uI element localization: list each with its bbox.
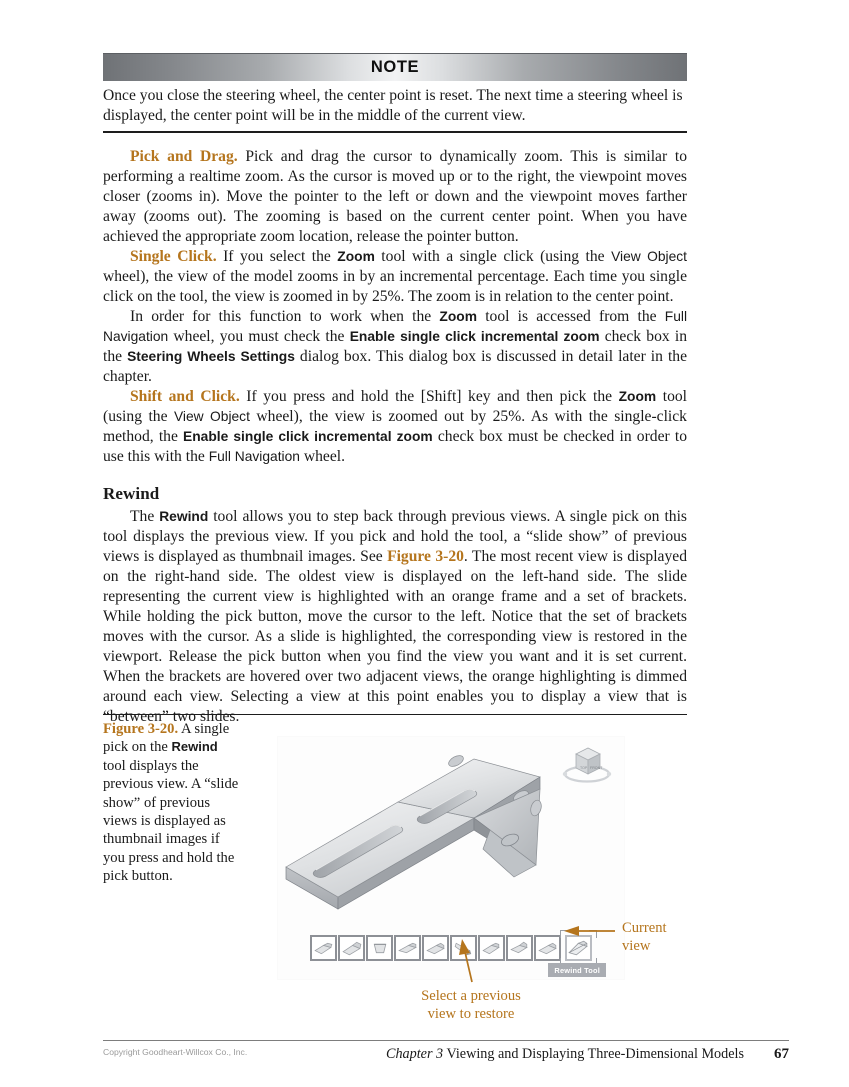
p3-ui-full-navigation: Full Navigation — [103, 308, 688, 344]
svg-text:TOP: TOP — [580, 766, 588, 770]
footer-chapter-label: Chapter 3 — [386, 1046, 444, 1062]
svg-text:FRONT: FRONT — [590, 766, 603, 770]
note-bottom-rule — [103, 131, 687, 133]
p4-ui-full-navigation: Full Navigation — [208, 449, 300, 464]
figure-top-rule — [103, 714, 687, 715]
note-title: NOTE — [370, 58, 420, 76]
figure-reference-3-20: Figure 3-20 — [387, 547, 464, 565]
paragraph-shift-and-click — [103, 387, 687, 467]
figure-number: Figure 3-20. — [103, 721, 179, 737]
thumbnail-slide-3[interactable] — [366, 935, 393, 961]
thumbnail-slide-2[interactable] — [338, 935, 365, 961]
footer-rule — [103, 1040, 789, 1041]
paragraph-incremental-zoom — [103, 307, 687, 387]
callout-select-line1: Select a previous — [421, 988, 521, 1004]
p3-t4: check box in the — [103, 327, 688, 365]
thumbnail-slide-9[interactable] — [534, 935, 561, 961]
footer-chapter-title: Viewing and Displaying Three-Dimensional Models — [446, 1046, 745, 1062]
p3-ui-zoom: Zoom — [439, 308, 477, 324]
figure-inner — [103, 720, 687, 1040]
body-text-block — [103, 147, 687, 728]
p3-t2: tool is accessed from the — [476, 307, 665, 325]
section-heading-rewind: Rewind — [103, 484, 160, 504]
figure-caption-t1: A single pick on the — [103, 721, 230, 756]
p3-ui-enable-single-click: Enable single click incremental zoom — [349, 328, 600, 344]
thumbnail-slide-8[interactable] — [506, 935, 533, 961]
callout-select-previous-view — [396, 988, 546, 1023]
p3-t3: wheel, you must check the — [168, 327, 350, 345]
p4-t2: tool (using the — [103, 387, 688, 425]
cad-viewport-image — [277, 736, 625, 980]
paragraph-pick-and-drag — [103, 147, 687, 247]
p2-ui-view-object: View Object — [611, 248, 687, 264]
figure-caption — [103, 720, 243, 885]
p4-t5: wheel. — [299, 448, 345, 465]
page-content — [103, 53, 687, 727]
p4-t3: wheel), the view is zoomed out by 25%. As with the single-click method, the — [103, 407, 687, 445]
callout-select-line2: view to restore — [427, 1005, 515, 1022]
p4-t4: check box must be checked in order to use this with the — [103, 427, 687, 465]
viewcube-icon[interactable] — [556, 741, 618, 789]
p3-t1: In order for this function to work when the — [130, 307, 440, 325]
p4-t1: If you press and hold the [Shift] key and then pick the — [239, 387, 619, 405]
paragraph-rewind — [103, 507, 687, 727]
current-slide-bracket-group[interactable] — [560, 930, 597, 966]
figure-caption-ui-rewind: Rewind — [171, 739, 218, 755]
page-footer — [103, 1040, 789, 1064]
p4-ui-view-object: View Object — [173, 408, 250, 424]
p2-t2: tool with a single click (using the — [374, 247, 612, 265]
thumbnail-slide-6[interactable] — [450, 935, 477, 961]
runin-shift-and-click: Shift and Click. — [130, 387, 240, 405]
runin-pick-and-drag: Pick and Drag. — [130, 147, 238, 165]
rewind-tool-tooltip: Rewind Tool — [548, 963, 606, 977]
footer-copyright: Copyright Goodheart-Willcox Co., Inc. — [103, 1047, 248, 1057]
bracket-base-plate — [286, 802, 474, 909]
figure-caption-t2: tool displays the previous view. A “slide show” of previous views is displayed as thumbnail images if you press and hold the pick button. — [103, 757, 239, 884]
callout-current-view — [622, 920, 667, 955]
thumbnail-slide-7[interactable] — [478, 935, 505, 961]
p3-ui-steering-wheels-settings: Steering Wheels Settings — [127, 348, 295, 364]
rewind-thumbnail-strip[interactable] — [310, 935, 595, 961]
thumbnail-slide-1[interactable] — [310, 935, 337, 961]
thumbnail-slide-4[interactable] — [394, 935, 421, 961]
p4-ui-zoom: Zoom — [618, 388, 657, 404]
footer-row — [103, 1046, 789, 1064]
p3-t5: dialog box. This dialog box is discussed in detail later in the chapter. — [103, 347, 687, 385]
note-box — [103, 53, 687, 133]
paragraph-single-click — [103, 247, 687, 307]
p5-ui-rewind: Rewind — [159, 508, 209, 524]
p5-t3: . The most recent view is displayed on the right-hand side. The oldest view is displayed on the left-hand side. The slide representing the current view is highlighted with an orange frame and a set of brackets. While holding the pick button, move the cursor to the left. Notice that the set of brackets moves with the cursor. As a slide is highlighted, the corresponding view is restored in the viewport. Release the pick button when you find the view you want and it is set current. When the brackets are hovered over two adjacent views, the orange highlighting is dimmed around each view. Selecting a view at this point enables you to display a view that is “between” two slides. — [103, 547, 687, 726]
footer-page-number: 67 — [774, 1046, 789, 1062]
p4-ui-enable-single-click: Enable single click incremental zoom — [183, 428, 433, 444]
note-body-text: Once you close the steering wheel, the center point is reset. The next time a steering wheel is displayed, the center point will be in the middle of the current view. — [103, 87, 683, 125]
footer-chapter-line — [386, 1046, 744, 1063]
thumbnail-slide-10-current[interactable] — [565, 935, 592, 961]
p5-t2: tool allows you to step back through previous views. A single pick on this tool displays the previous view. If you pick and hold the tool, a “slide show” of previous views is displayed as thumbnail images. See — [103, 507, 687, 565]
note-banner — [103, 53, 687, 81]
p5-t1: The — [130, 507, 160, 525]
p2-t1: If you select the — [216, 247, 338, 265]
p2-ui-zoom: Zoom — [337, 248, 375, 264]
callout-current-view-line1: Current — [622, 920, 667, 936]
runin-single-click: Single Click. — [130, 247, 217, 265]
p2-t3: wheel), the view of the model zooms in by an incremental percentage. Each time you single click on the tool, the view is zoomed in by 25%. The zoom is in relation to the center point. — [103, 267, 687, 305]
callout-current-view-line2: view — [622, 937, 651, 954]
thumbnail-slide-5[interactable] — [422, 935, 449, 961]
p1-text: Pick and drag the cursor to dynamically zoom. This is similar to performing a realtime zoom. As the cursor is moved up or to the right, the viewpoint moves closer (zooms in). Move the pointer to the left or down and the viewpoint moves farther away (zooms out). The zooming is based on the current center point. When you have achieved the appropriate zoom location, release the pointer button. — [103, 147, 687, 245]
figure-3-20 — [103, 714, 687, 1040]
